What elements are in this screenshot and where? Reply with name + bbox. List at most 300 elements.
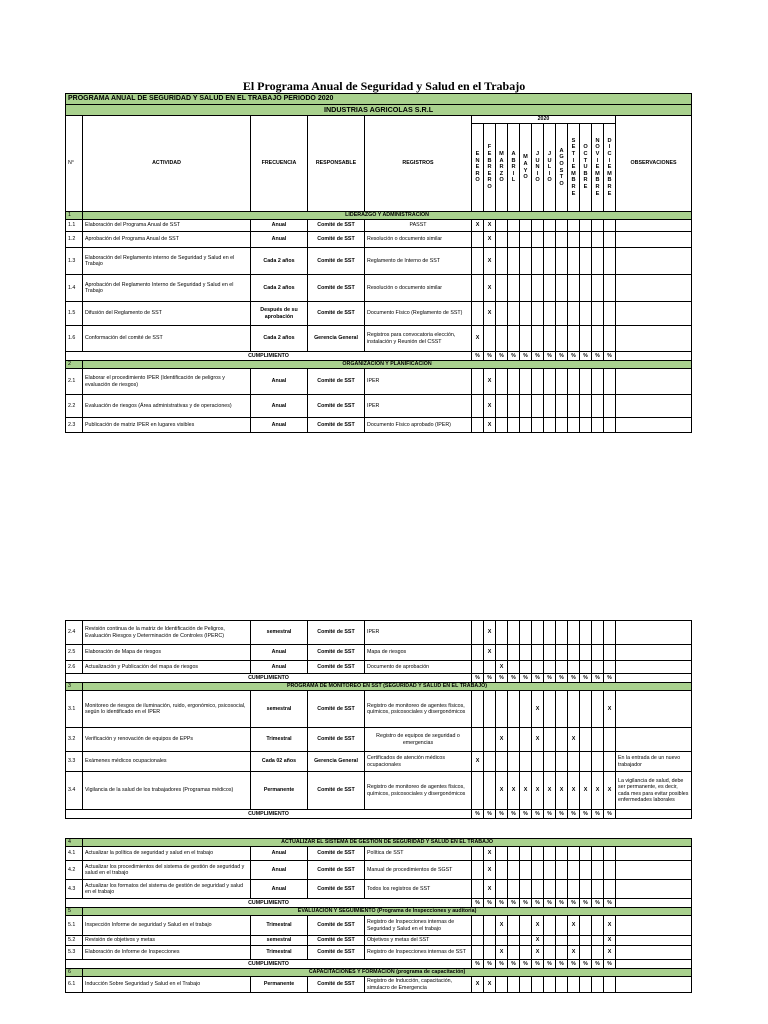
month-mark-cell [508, 861, 520, 880]
month-mark-cell [520, 936, 532, 946]
month-mark-cell [544, 248, 556, 275]
compliance-observations-cell [616, 960, 692, 969]
row-number: 4.2 [66, 861, 83, 880]
month-mark-cell [520, 661, 532, 674]
activity-cell: Vigilancia de la salud de los trabajadores (Programas médicos) [83, 772, 251, 810]
month-mark-cell [544, 645, 556, 661]
month-mark-cell [520, 977, 532, 993]
month-mark-cell [484, 661, 496, 674]
month-mark-cell: X [604, 936, 616, 946]
row-number: 1.5 [66, 302, 83, 326]
responsible-cell: Comité de SST [308, 946, 365, 960]
month-mark-cell [592, 275, 604, 302]
month-mark-cell [604, 977, 616, 993]
month-mark-cell [568, 880, 580, 899]
frequency-cell: Anual [251, 232, 308, 248]
activity-row [66, 752, 692, 772]
month-mark-cell: X [604, 691, 616, 728]
month-mark-cell [592, 248, 604, 275]
month-mark-cell [520, 847, 532, 861]
month-mark-cell [472, 772, 484, 810]
month-mark-cell [556, 946, 568, 960]
responsible-cell: Comité de SST [308, 977, 365, 993]
month-mark-cell [508, 418, 520, 433]
compliance-percent-cell: % [544, 960, 556, 969]
observations-cell: En la entrada de un nuevo trabajador [616, 752, 692, 772]
activity-row [66, 946, 692, 960]
month-mark-cell: X [556, 772, 568, 810]
compliance-percent-cell: % [472, 899, 484, 908]
month-mark-cell [544, 691, 556, 728]
activity-cell: Inspección Informe de seguridad y Salud en el trabajo [83, 916, 251, 936]
month-mark-cell: X [472, 220, 484, 232]
section-header-row [66, 908, 692, 916]
month-mark-cell [472, 232, 484, 248]
month-mark-cell: X [484, 977, 496, 993]
observations-cell [616, 691, 692, 728]
month-mark-cell [508, 395, 520, 418]
activity-cell: Actualizar los procedimientos del sistema de gestión de seguridad y salud en el trabajo [83, 861, 251, 880]
compliance-percent-cell: % [604, 960, 616, 969]
row-number: 4.3 [66, 880, 83, 899]
sst-program-table-page-2 [65, 620, 692, 819]
section-number: 5 [66, 908, 83, 916]
month-mark-cell: X [484, 220, 496, 232]
month-mark-cell [544, 916, 556, 936]
activity-row [66, 847, 692, 861]
compliance-row [66, 352, 692, 361]
month-mark-cell [556, 232, 568, 248]
month-mark-cell: X [532, 691, 544, 728]
month-mark-cell [496, 847, 508, 861]
activity-cell: Exámenes médicos ocupacionales [83, 752, 251, 772]
month-mark-cell [508, 369, 520, 395]
frequency-cell: semestral [251, 936, 308, 946]
month-mark-cell: X [484, 861, 496, 880]
month-mark-cell: X [484, 369, 496, 395]
month-header-mayo: M A Y O [520, 124, 532, 212]
compliance-percent-cell: % [592, 674, 604, 683]
month-mark-cell [532, 395, 544, 418]
compliance-observations-cell [616, 810, 692, 819]
section-title: ACTUALIZAR EL SISTEMA DE GESTIÓN DE SEGURIDAD Y SALUD EN EL TRABAJO [83, 839, 692, 847]
month-mark-cell [568, 302, 580, 326]
compliance-percent-cell: % [472, 352, 484, 361]
month-mark-cell [568, 977, 580, 993]
document-title: El Programa Anual de Seguridad y Salud en el Trabajo [242, 79, 526, 93]
frequency-cell: Anual [251, 395, 308, 418]
activity-cell: Monitoreo de riesgos de iluminación, ruido, ergonómico, psicosocial, según lo identificado en el IPER [83, 691, 251, 728]
month-mark-cell: X [484, 395, 496, 418]
month-mark-cell [544, 936, 556, 946]
row-number: 2.5 [66, 645, 83, 661]
month-mark-cell [556, 621, 568, 645]
responsible-cell: Comité de SST [308, 395, 365, 418]
month-mark-cell [592, 232, 604, 248]
month-mark-cell [604, 220, 616, 232]
compliance-percent-cell: % [580, 352, 592, 361]
compliance-percent-cell: % [484, 899, 496, 908]
month-mark-cell [532, 326, 544, 352]
month-mark-cell [556, 302, 568, 326]
activity-cell: Elaboración del Reglamento interno de Seguridad y Salud en el Trabajo [83, 248, 251, 275]
month-mark-cell: X [484, 847, 496, 861]
observations-cell [616, 302, 692, 326]
observations-cell [616, 946, 692, 960]
compliance-percent-cell: % [544, 899, 556, 908]
records-cell: Mapa de riesgos [365, 645, 472, 661]
section-header-row [66, 969, 692, 977]
responsible-cell: Gerencia General [308, 752, 365, 772]
month-mark-cell [544, 977, 556, 993]
month-mark-cell [580, 418, 592, 433]
compliance-percent-cell: % [508, 960, 520, 969]
compliance-percent-cell: % [544, 810, 556, 819]
compliance-percent-cell: % [496, 810, 508, 819]
month-header-enero: E N E R O [472, 124, 484, 212]
month-mark-cell [592, 946, 604, 960]
compliance-percent-cell: % [580, 960, 592, 969]
frequency-cell: Cada 2 años [251, 275, 308, 302]
month-mark-cell [508, 220, 520, 232]
section-number: 3 [66, 683, 83, 691]
month-mark-cell: X [568, 916, 580, 936]
month-mark-cell [556, 661, 568, 674]
compliance-percent-cell: % [532, 960, 544, 969]
row-number: 1.3 [66, 248, 83, 275]
month-mark-cell [604, 395, 616, 418]
compliance-percent-cell: % [472, 810, 484, 819]
month-mark-cell [496, 645, 508, 661]
month-mark-cell [580, 220, 592, 232]
month-mark-cell [508, 621, 520, 645]
month-mark-cell [496, 977, 508, 993]
activity-cell: Elaboración de Mapa de riesgos [83, 645, 251, 661]
month-mark-cell [532, 220, 544, 232]
month-mark-cell [592, 418, 604, 433]
month-mark-cell [604, 752, 616, 772]
row-number: 1.1 [66, 220, 83, 232]
compliance-percent-cell: % [484, 810, 496, 819]
compliance-percent-cell: % [532, 810, 544, 819]
activity-row [66, 916, 692, 936]
records-cell: IPER [365, 621, 472, 645]
activity-cell: Conformación del comité de SST [83, 326, 251, 352]
compliance-label: CUMPLIMIENTO [66, 674, 472, 683]
compliance-percent-cell: % [532, 674, 544, 683]
month-header-junio: J U N I O [532, 124, 544, 212]
month-mark-cell [556, 275, 568, 302]
sst-program-table-page-1 [65, 93, 692, 433]
frequency-cell: Trimestral [251, 728, 308, 752]
year-header: 2020 [472, 116, 616, 124]
compliance-percent-cell: % [556, 352, 568, 361]
section-number: 2 [66, 361, 83, 369]
row-number: 2.4 [66, 621, 83, 645]
activity-row [66, 395, 692, 418]
month-mark-cell [544, 661, 556, 674]
compliance-percent-cell: % [508, 899, 520, 908]
month-mark-cell [532, 369, 544, 395]
month-mark-cell [544, 369, 556, 395]
month-mark-cell [592, 728, 604, 752]
month-mark-cell [520, 275, 532, 302]
month-mark-cell [520, 861, 532, 880]
section-title: ORGANIZACIÓN Y PLANIFICACIÓN [83, 361, 692, 369]
records-cell: Política de SST [365, 847, 472, 861]
activity-row [66, 621, 692, 645]
row-number: 2.2 [66, 395, 83, 418]
compliance-percent-cell: % [592, 810, 604, 819]
header-num: N° [66, 116, 83, 212]
month-mark-cell [568, 621, 580, 645]
month-mark-cell [484, 326, 496, 352]
month-mark-cell [604, 847, 616, 861]
month-mark-cell [508, 916, 520, 936]
compliance-percent-cell: % [520, 899, 532, 908]
month-header-noviembre: N O V I E M B R E [592, 124, 604, 212]
frequency-cell: Trimestral [251, 916, 308, 936]
month-mark-cell [544, 395, 556, 418]
activity-row [66, 728, 692, 752]
activity-row [66, 661, 692, 674]
compliance-percent-cell: % [472, 960, 484, 969]
month-mark-cell [592, 936, 604, 946]
observations-cell [616, 369, 692, 395]
month-mark-cell [508, 275, 520, 302]
activity-row [66, 248, 692, 275]
month-mark-cell [556, 977, 568, 993]
month-header-julio: J U L I O [544, 124, 556, 212]
month-mark-cell [520, 880, 532, 899]
section-header-row [66, 212, 692, 220]
month-mark-cell [604, 275, 616, 302]
month-mark-cell [568, 232, 580, 248]
month-mark-cell [520, 232, 532, 248]
month-mark-cell [580, 645, 592, 661]
section-title: PROGRAMA DE MONITOREO EN SST (SEGURIDAD Y SALUD EN EL TRABAJO) [83, 683, 692, 691]
month-mark-cell: X [604, 772, 616, 810]
month-mark-cell [580, 728, 592, 752]
month-mark-cell [520, 752, 532, 772]
month-mark-cell [580, 916, 592, 936]
frequency-cell: Anual [251, 418, 308, 433]
month-mark-cell [544, 861, 556, 880]
month-mark-cell [556, 369, 568, 395]
month-mark-cell [556, 395, 568, 418]
frequency-cell: semestral [251, 621, 308, 645]
month-mark-cell [520, 418, 532, 433]
compliance-percent-cell: % [520, 674, 532, 683]
observations-cell [616, 220, 692, 232]
compliance-percent-cell: % [544, 352, 556, 361]
responsible-cell: Comité de SST [308, 691, 365, 728]
compliance-observations-cell [616, 674, 692, 683]
month-mark-cell [532, 248, 544, 275]
records-cell: Certificados de atención médicos ocupacionales [365, 752, 472, 772]
month-mark-cell [604, 326, 616, 352]
compliance-percent-cell: % [580, 810, 592, 819]
row-number: 2.6 [66, 661, 83, 674]
frequency-cell: Anual [251, 880, 308, 899]
month-mark-cell [484, 772, 496, 810]
month-mark-cell [496, 302, 508, 326]
month-mark-cell [484, 728, 496, 752]
activity-row [66, 936, 692, 946]
month-mark-cell [496, 326, 508, 352]
frequency-cell: Anual [251, 847, 308, 861]
month-mark-cell [556, 880, 568, 899]
month-mark-cell [568, 369, 580, 395]
activity-cell: Actualizar la política de seguridad y salud en el trabajo [83, 847, 251, 861]
month-mark-cell: X [472, 977, 484, 993]
month-mark-cell [556, 691, 568, 728]
month-mark-cell [556, 326, 568, 352]
month-mark-cell [592, 752, 604, 772]
section-header-row [66, 683, 692, 691]
responsible-cell: Comité de SST [308, 220, 365, 232]
compliance-percent-cell: % [604, 810, 616, 819]
month-mark-cell: X [508, 772, 520, 810]
month-mark-cell [592, 661, 604, 674]
month-mark-cell: X [484, 248, 496, 275]
month-mark-cell [568, 691, 580, 728]
records-cell: Registro de equipos de seguridad o emergencias [365, 728, 472, 752]
month-mark-cell: X [484, 645, 496, 661]
month-mark-cell [592, 861, 604, 880]
month-mark-cell [568, 861, 580, 880]
month-mark-cell [532, 232, 544, 248]
responsible-cell: Gerencia General [308, 326, 365, 352]
program-title: PROGRAMA ANUAL DE SEGURIDAD Y SALUD EN EL TRABAJO PERIODO 2020 [66, 94, 692, 105]
section-number: 1 [66, 212, 83, 220]
month-mark-cell [520, 621, 532, 645]
month-mark-cell: X [472, 752, 484, 772]
month-mark-cell [532, 645, 544, 661]
activity-cell: Actualización y Publicación del mapa de riesgos [83, 661, 251, 674]
month-mark-cell [508, 847, 520, 861]
frequency-cell: Anual [251, 645, 308, 661]
month-mark-cell [580, 369, 592, 395]
compliance-label: CUMPLIMIENTO [66, 899, 472, 908]
compliance-label: CUMPLIMIENTO [66, 352, 472, 361]
month-mark-cell [544, 275, 556, 302]
compliance-percent-cell: % [484, 352, 496, 361]
row-number: 3.2 [66, 728, 83, 752]
row-number: 1.2 [66, 232, 83, 248]
header-responsible: RESPONSABLE [308, 116, 365, 212]
compliance-percent-cell: % [532, 352, 544, 361]
activity-row [66, 275, 692, 302]
month-mark-cell [484, 946, 496, 960]
month-mark-cell [568, 220, 580, 232]
records-cell: IPER [365, 395, 472, 418]
compliance-percent-cell: % [568, 352, 580, 361]
compliance-percent-cell: % [484, 960, 496, 969]
month-mark-cell [556, 220, 568, 232]
month-mark-cell [496, 880, 508, 899]
month-mark-cell [484, 936, 496, 946]
activity-cell: Publicación de matriz IPER en lugares visibles [83, 418, 251, 433]
frequency-cell: Permanente [251, 977, 308, 993]
month-mark-cell [532, 977, 544, 993]
month-mark-cell [580, 936, 592, 946]
month-mark-cell [580, 752, 592, 772]
month-mark-cell [532, 847, 544, 861]
month-mark-cell: X [484, 232, 496, 248]
row-number: 1.4 [66, 275, 83, 302]
month-mark-cell [556, 847, 568, 861]
month-mark-cell: X [532, 946, 544, 960]
month-mark-cell: X [496, 772, 508, 810]
month-mark-cell [580, 691, 592, 728]
activity-row [66, 302, 692, 326]
month-mark-cell [508, 232, 520, 248]
month-mark-cell [520, 326, 532, 352]
observations-cell [616, 861, 692, 880]
month-mark-cell [580, 275, 592, 302]
compliance-percent-cell: % [484, 674, 496, 683]
activity-cell: Elaborar el procedimiento IPER (Identificación de peligros y evaluación de riesgos) [83, 369, 251, 395]
compliance-percent-cell: % [508, 674, 520, 683]
observations-cell [616, 661, 692, 674]
month-mark-cell [496, 220, 508, 232]
compliance-percent-cell: % [604, 674, 616, 683]
month-mark-cell [544, 621, 556, 645]
month-mark-cell: X [520, 772, 532, 810]
month-mark-cell: X [532, 936, 544, 946]
month-mark-cell: X [532, 772, 544, 810]
records-cell: Documento de aprobación [365, 661, 472, 674]
records-cell: Registro de Inspecciones internas de Seguridad y Salud en el trabajo [365, 916, 472, 936]
activity-row [66, 369, 692, 395]
records-cell: Registro de monitoreo de agentes físicos, químicos, psicosociales y disergonómicos [365, 772, 472, 810]
section-title: CAPACITACIONES Y FORMACIÓN (programa de capacitación) [83, 969, 692, 977]
month-mark-cell [544, 752, 556, 772]
month-mark-cell: X [484, 302, 496, 326]
month-mark-cell [580, 661, 592, 674]
activity-cell: Verificación y renovación de equipos de EPPs [83, 728, 251, 752]
month-mark-cell [556, 752, 568, 772]
month-mark-cell [592, 326, 604, 352]
responsible-cell: Comité de SST [308, 621, 365, 645]
compliance-percent-cell: % [544, 674, 556, 683]
observations-cell [616, 936, 692, 946]
month-mark-cell [604, 728, 616, 752]
records-cell: Reglamento de Interno de SST [365, 248, 472, 275]
compliance-percent-cell: % [520, 352, 532, 361]
compliance-observations-cell [616, 899, 692, 908]
activity-cell: Actualizar los formatos del sistema de gestión de seguridad y salud en el trabajo [83, 880, 251, 899]
responsible-cell: Comité de SST [308, 275, 365, 302]
month-mark-cell [544, 728, 556, 752]
month-mark-cell [508, 691, 520, 728]
responsible-cell: Comité de SST [308, 847, 365, 861]
month-mark-cell [580, 232, 592, 248]
activity-row [66, 880, 692, 899]
month-mark-cell [472, 275, 484, 302]
month-mark-cell [580, 326, 592, 352]
month-mark-cell [472, 418, 484, 433]
month-mark-cell [544, 880, 556, 899]
month-mark-cell [580, 847, 592, 861]
compliance-percent-cell: % [592, 352, 604, 361]
compliance-row [66, 810, 692, 819]
month-mark-cell [484, 916, 496, 936]
month-mark-cell [544, 302, 556, 326]
month-mark-cell [472, 916, 484, 936]
month-mark-cell: X [496, 661, 508, 674]
